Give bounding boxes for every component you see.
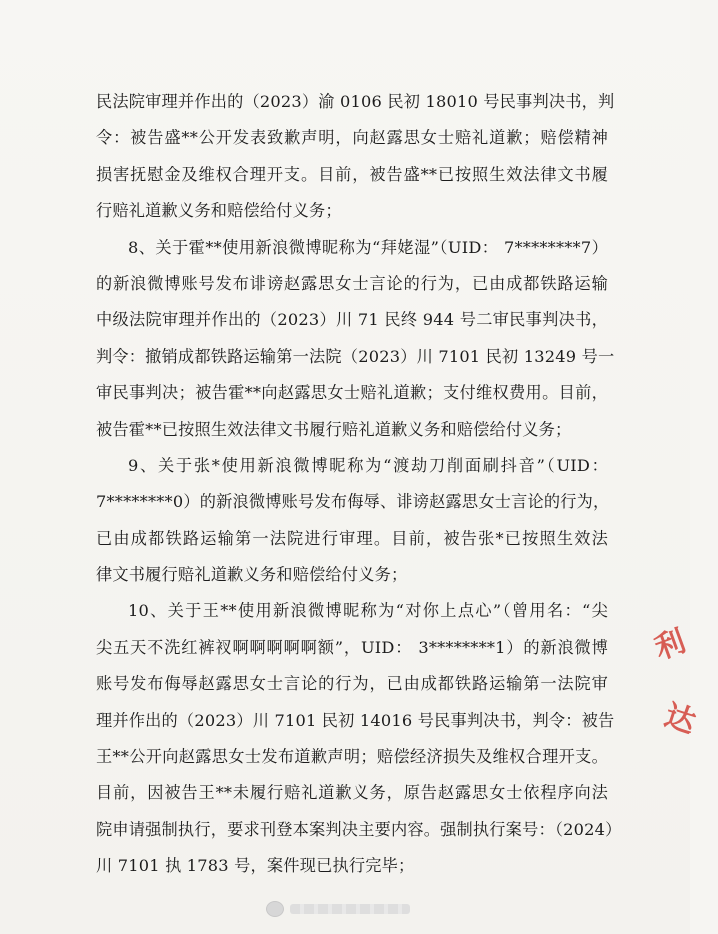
document-body [96, 84, 622, 885]
text-line: 审民事判决；被告霍**向赵露思女士赔礼道歉；支付维权费用。目前， [96, 383, 608, 403]
seal-glyph-top: 利 [650, 623, 691, 667]
text-line: 行赔礼道歉义务和赔偿给付义务； [96, 201, 342, 221]
text-line: 7********0）的新浪微博账号发布侮辱、诽谤赵露思女士言论的行为， [96, 492, 610, 512]
text-line: 理并作出的（2023）川 7101 民初 14016 号民事判决书，判令：被告 [96, 710, 615, 730]
text-line: 目前，因被告王**未履行赔礼道歉义务，原告赵露思女士依程序向法 [96, 783, 608, 803]
text-line: 中级法院审理并作出的（2023）川 71 民终 944 号二审民事判决书， [96, 310, 608, 330]
text-line: 账号发布侮辱赵露思女士言论的行为，已由成都铁路运输第一法院审 [96, 674, 608, 694]
watermark-logo-icon [266, 901, 284, 917]
seal-glyph-bottom: 达 [660, 698, 700, 741]
text-line: 王**公开向赵露思女士发布道歉声明；赔偿经济损失及维权合理开支。 [96, 747, 608, 767]
item-9-heading: 9、关于张*使用新浪微博昵称为“渡劫刀削面刷抖音”（UID： [128, 455, 608, 475]
text-line: 损害抚慰金及维权合理开支。目前，被告盛**已按照生效法律文书履 [96, 164, 608, 184]
text-line: 已由成都铁路运输第一法院进行审理。目前，被告张*已按照生效法 [96, 528, 608, 548]
text-line: 民法院审理并作出的（2023）渝 0106 民初 18010 号民事判决书，判 [96, 92, 615, 111]
text-line: 尖五天不洗红裤衩啊啊啊啊啊额”，UID： 3********1）的新浪微博 [96, 637, 608, 657]
text-line: 令：被告盛**公开发表致歉声明，向赵露思女士赔礼道歉；赔偿精神 [96, 128, 608, 148]
text-line: 判令：撤销成都铁路运输第一法院（2023）川 7101 民初 13249 号一 [96, 346, 615, 366]
text-line: 院申请强制执行，要求刊登本案判决主要内容。强制执行案号：（2024） [96, 819, 622, 839]
item-10-heading: 10、关于王**使用新浪微博昵称为“对你上点心”（曾用名：“尖 [128, 601, 608, 621]
watermark-blur [290, 904, 410, 914]
red-seal-stamp [648, 610, 718, 760]
text-line: 律文书履行赔礼道歉义务和赔偿给付义务； [96, 565, 408, 585]
watermark [266, 899, 426, 919]
text-line: 被告霍**已按照生效法律文书履行赔礼道歉义务和赔偿给付义务； [96, 419, 572, 439]
text-line: 川 7101 执 1783 号，案件现已执行完毕； [96, 856, 415, 876]
item-8-heading: 8、关于霍**使用新浪微博昵称为“拜姥湿”（UID： 7********7） [128, 237, 608, 257]
text-line: 的新浪微博账号发布诽谤赵露思女士言论的行为，已由成都铁路运输 [96, 273, 608, 293]
